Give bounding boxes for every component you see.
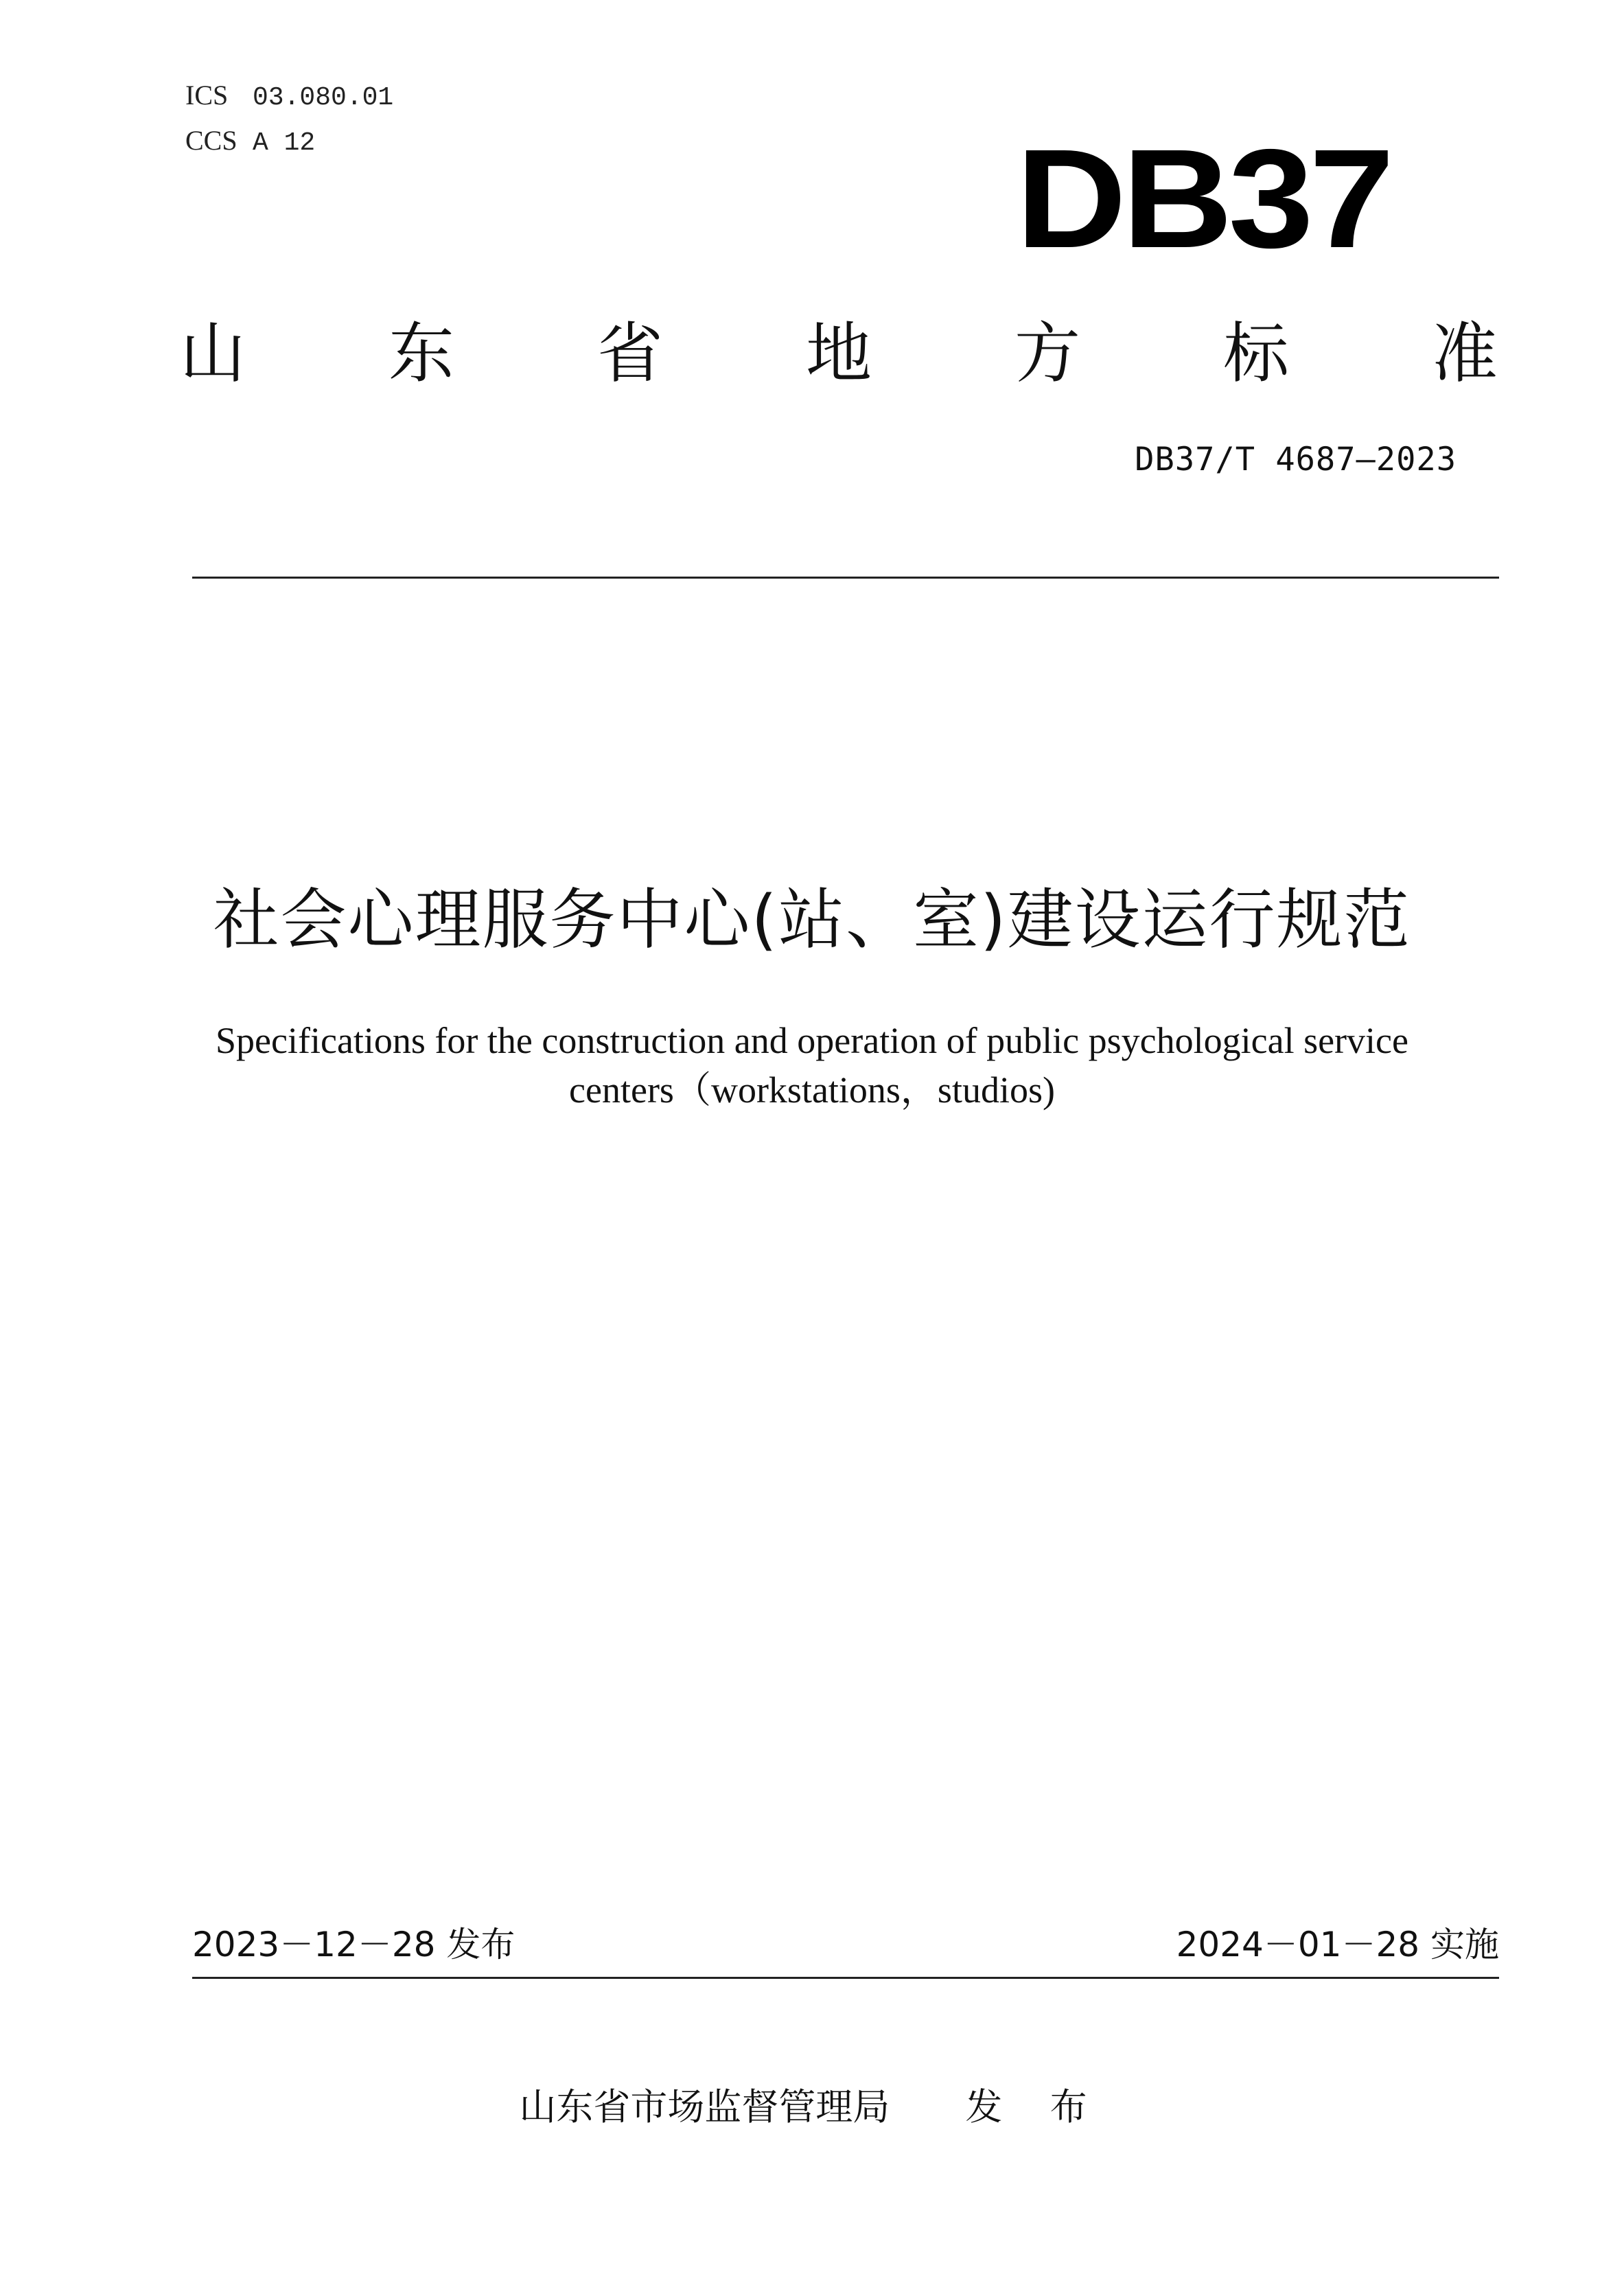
publisher-name: 山东省市场监督管理局: [519, 2085, 890, 2129]
province-title-char: 准: [1432, 315, 1498, 392]
province-title-char: 标: [1223, 315, 1289, 392]
province-standard-title: [180, 312, 1498, 395]
standard-number: DB37/T 4687—2023: [1135, 441, 1457, 478]
publisher-line: [0, 2083, 1624, 2131]
implementation-date: 2024－01－28 实施: [1176, 1925, 1499, 1964]
document-title-english: [0, 1016, 1624, 1115]
province-title-char: 地: [806, 315, 872, 392]
ics-code: 03.080.01: [253, 83, 394, 113]
db37-logo-text: DB37: [1016, 130, 1390, 268]
ccs-label: CCS: [185, 125, 237, 156]
ccs-code: A 12: [253, 128, 316, 158]
publisher-action: 发 布: [965, 2085, 1105, 2129]
publish-date: 2023－12－28 发布: [192, 1925, 515, 1964]
province-title-char: 省: [597, 315, 663, 392]
ics-row: [185, 74, 393, 119]
document-title-chinese: 社会心理服务中心(站、室)建设运行规范: [213, 881, 1411, 958]
ics-label: ICS: [185, 80, 229, 111]
dates-row: [192, 1922, 1499, 1967]
english-title-line-1: Specifications for the construction and operation of public psychological service: [216, 1020, 1408, 1061]
province-title-char: 东: [388, 315, 454, 392]
english-title-line-2: centers（workstations，studios): [569, 1069, 1055, 1111]
header-divider: [192, 577, 1499, 579]
ccs-row: [185, 119, 393, 165]
province-title-char: 山: [180, 315, 246, 392]
classification-codes: [185, 74, 393, 165]
province-title-char: 方: [1014, 315, 1080, 392]
footer-divider: [192, 1977, 1499, 1979]
db37-logo: [1016, 130, 1400, 268]
